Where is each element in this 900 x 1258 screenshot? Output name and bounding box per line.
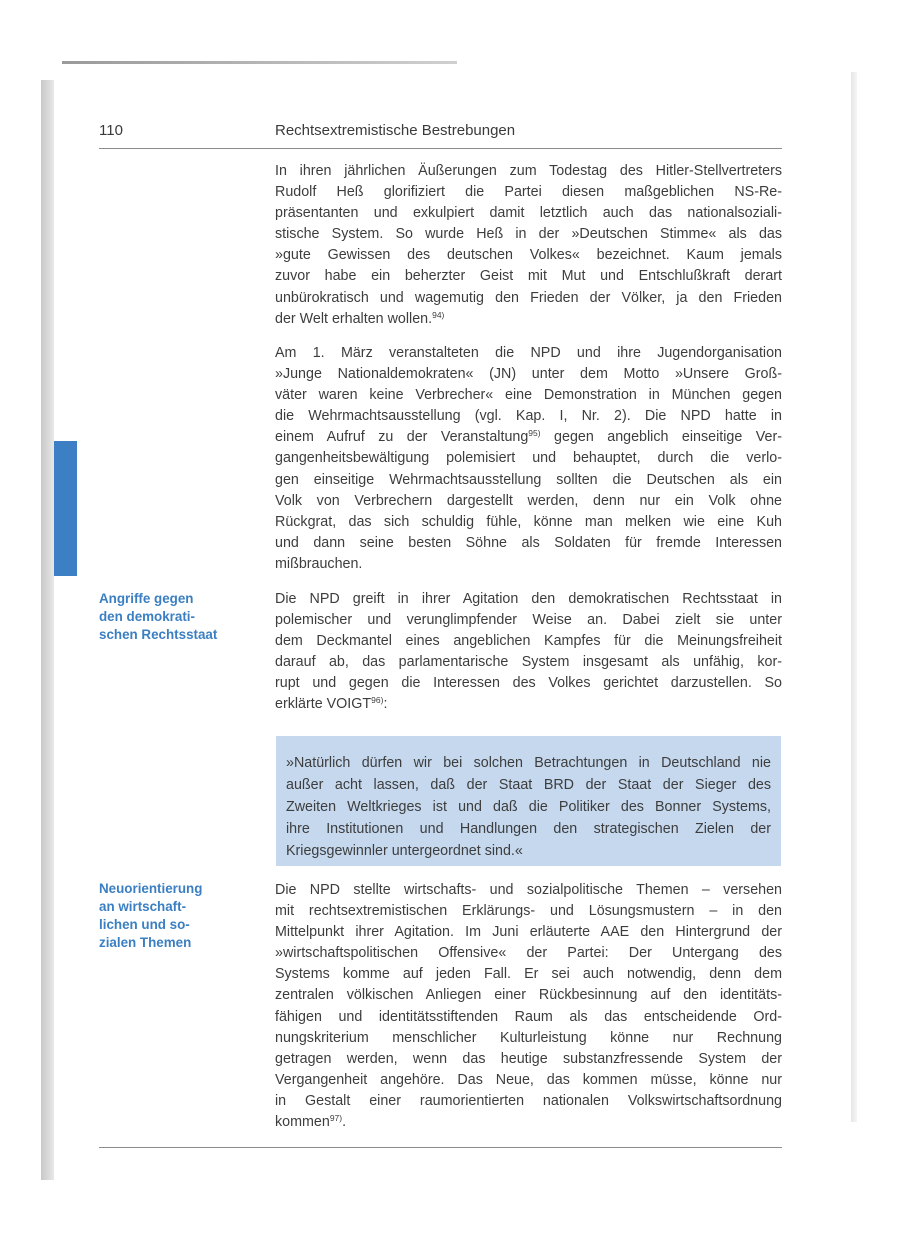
margin-note-wirtschaft	[99, 880, 259, 952]
text-fragment: .	[342, 1114, 347, 1131]
text-line: Vergangenheit angehöre. Das Neue, das kommen müsse, könne nur	[275, 1071, 782, 1088]
text-line: dem Deckmantel eines angeblichen Kampfes für die Meinungsfreiheit	[275, 633, 782, 650]
scan-right-edge	[851, 72, 857, 1122]
text-line: »wirtschaftspolitischen Offensive« der Partei: Der Untergang des	[275, 945, 782, 962]
quote-line: Zweiten Weltkrieges ist und daß die Politiker des Bonner Systems,	[286, 799, 771, 815]
margin-note-rechtsstaat	[99, 590, 259, 644]
quote-line: »Natürlich dürfen wir bei solchen Betrachtungen in Deutschland nie	[286, 755, 771, 771]
text-line	[275, 427, 782, 448]
margin-note-line: lichen und so-	[99, 917, 190, 932]
footnote-ref: 94)	[432, 309, 445, 320]
quote-line: außer acht lassen, daß der Staat BRD der Staat der Sieger des	[286, 777, 771, 793]
text-line: unbürokratisch und wagemutig den Frieden der Völker, ja den Frieden	[275, 289, 782, 306]
quote-line: ihre Institutionen und Handlungen den strategischen Zielen der	[286, 821, 771, 837]
running-head: Rechtsextremistische Bestrebungen	[275, 122, 516, 139]
text-fragment: erklärte VOIGT	[275, 696, 372, 713]
quote-text	[286, 752, 771, 862]
page-number: 110	[99, 122, 123, 139]
chapter-thumb-tab	[54, 441, 77, 576]
text-fragment: einem Aufruf zu der Veranstaltung	[275, 429, 529, 446]
text-line: väter waren keine Verbrecher« eine Demonstration in München gegen	[275, 387, 782, 404]
text-line: »gute Gewissen des deutschen Volkes« bezeichnet. Kaum jemals	[275, 247, 782, 264]
footnote-ref: 95)	[528, 428, 541, 439]
text-fragment: kommen	[275, 1114, 330, 1131]
text-line	[275, 694, 782, 715]
text-line: gangenheitsbewältigung polemisiert und behauptet, durch die verlo-	[275, 450, 782, 467]
footer-rule	[99, 1147, 782, 1148]
text-line: Rudolf Heß glorifiziert die Partei diesen maßgeblichen NS-Re-	[275, 184, 782, 201]
text-line: Volk von Verbrechern dargestellt werden, denn nur ein Volk ohne	[275, 492, 782, 509]
scan-top-edge-rule	[62, 61, 457, 64]
paragraph-demonstration	[275, 343, 782, 575]
text-line: darauf ab, das parlamentarische System insgesamt als unfähig, kor-	[275, 654, 782, 671]
text-line: Am 1. März veranstalteten die NPD und ihre Jugendorganisation	[275, 345, 782, 361]
text-line: polemischer und verunglimpfender Weise an. Dabei zielt sie unter	[275, 612, 782, 629]
text-line: getragen werden, wenn das heutige substanzfressende System der	[275, 1050, 782, 1067]
text-line	[275, 309, 782, 330]
text-line: »Junge Nationaldemokraten« (JN) unter dem Motto »Unsere Groß-	[275, 366, 782, 383]
text-line: Mittelpunkt ihrer Agitation. Im Juni erläuterte AAE den Hintergrund der	[275, 924, 782, 941]
text-line: rupt und gegen die Interessen des Volkes gerichtet darzustellen. So	[275, 675, 782, 692]
text-line: Die NPD greift in ihrer Agitation den demokratischen Rechtsstaat in	[275, 591, 782, 607]
text-line	[275, 1112, 782, 1133]
margin-note-line: Neuorientierung	[99, 881, 203, 896]
text-line: Systems komme auf jeden Fall. Er sei auch notwendig, denn dem	[275, 966, 782, 983]
text-line: Die NPD stellte wirtschafts- und sozialpolitische Themen – versehen	[275, 882, 782, 898]
paragraph-hess	[275, 161, 782, 330]
footnote-ref: 97)	[329, 1113, 343, 1124]
text-line: mit rechtsextremistischen Erklärungs- und Lösungsmustern – in den	[275, 903, 782, 920]
text-fragment: der Welt erhalten wollen.	[275, 310, 433, 327]
text-line: und dann seine besten Söhne als Soldaten für fremde Interessen	[275, 534, 782, 551]
text-line: gen einseitige Wehrmachtsausstellung sollten die Deutschen als ein	[275, 471, 782, 488]
text-line: in Gestalt einer raumorientierten nationalen Volkswirtschaftsordnung	[275, 1092, 782, 1109]
header-rule	[99, 148, 782, 149]
text-line: stische System. So wurde Heß in der »Deutschen Stimme« als das	[275, 226, 782, 243]
text-line: fähigen und identitätsstiftenden Raum als das entscheidende Ord-	[275, 1008, 782, 1025]
margin-note-line: zialen Themen	[99, 935, 192, 950]
text-fragment: gegen angeblich einseitige Ver-	[540, 429, 782, 446]
quote-line: Kriegsgewinnler untergeordnet sind.«	[286, 843, 523, 859]
paragraph-wirtschaft	[275, 880, 782, 1133]
text-line: zuvor habe ein beherzter Geist mit Mut und Entschlußkraft derart	[275, 268, 782, 285]
text-line: präsentanten und exkulpiert damit letztlich auch das nationalsoziali-	[275, 205, 782, 222]
margin-note-line: schen Rechtsstaat	[99, 627, 218, 642]
margin-note-line: Angriffe gegen	[99, 591, 194, 606]
text-line: In ihren jährlichen Äußerungen zum Todestag des Hitler-Stellvertreters	[275, 163, 782, 179]
text-fragment: :	[383, 696, 388, 713]
scan-left-edge	[41, 80, 54, 1180]
margin-note-line: an wirtschaft-	[99, 899, 187, 914]
text-line: zentralen völkischen Anliegen einer Rückbesinnung auf den identitäts-	[275, 987, 782, 1004]
text-line: Rückgrat, das sich schuldig fühle, könne man melken wie eine Kuh	[275, 513, 782, 530]
text-line: mißbrauchen.	[275, 555, 363, 572]
footnote-ref: 96)	[371, 695, 384, 706]
margin-note-line: den demokrati-	[99, 609, 195, 624]
text-line: nungskriterium menschlicher Kulturleistung könne nur Rechnung	[275, 1029, 782, 1046]
paragraph-rechtsstaat	[275, 589, 782, 716]
text-line: die Wehrmachtsausstellung (vgl. Kap. I, Nr. 2). Die NPD hatte in	[275, 408, 782, 425]
